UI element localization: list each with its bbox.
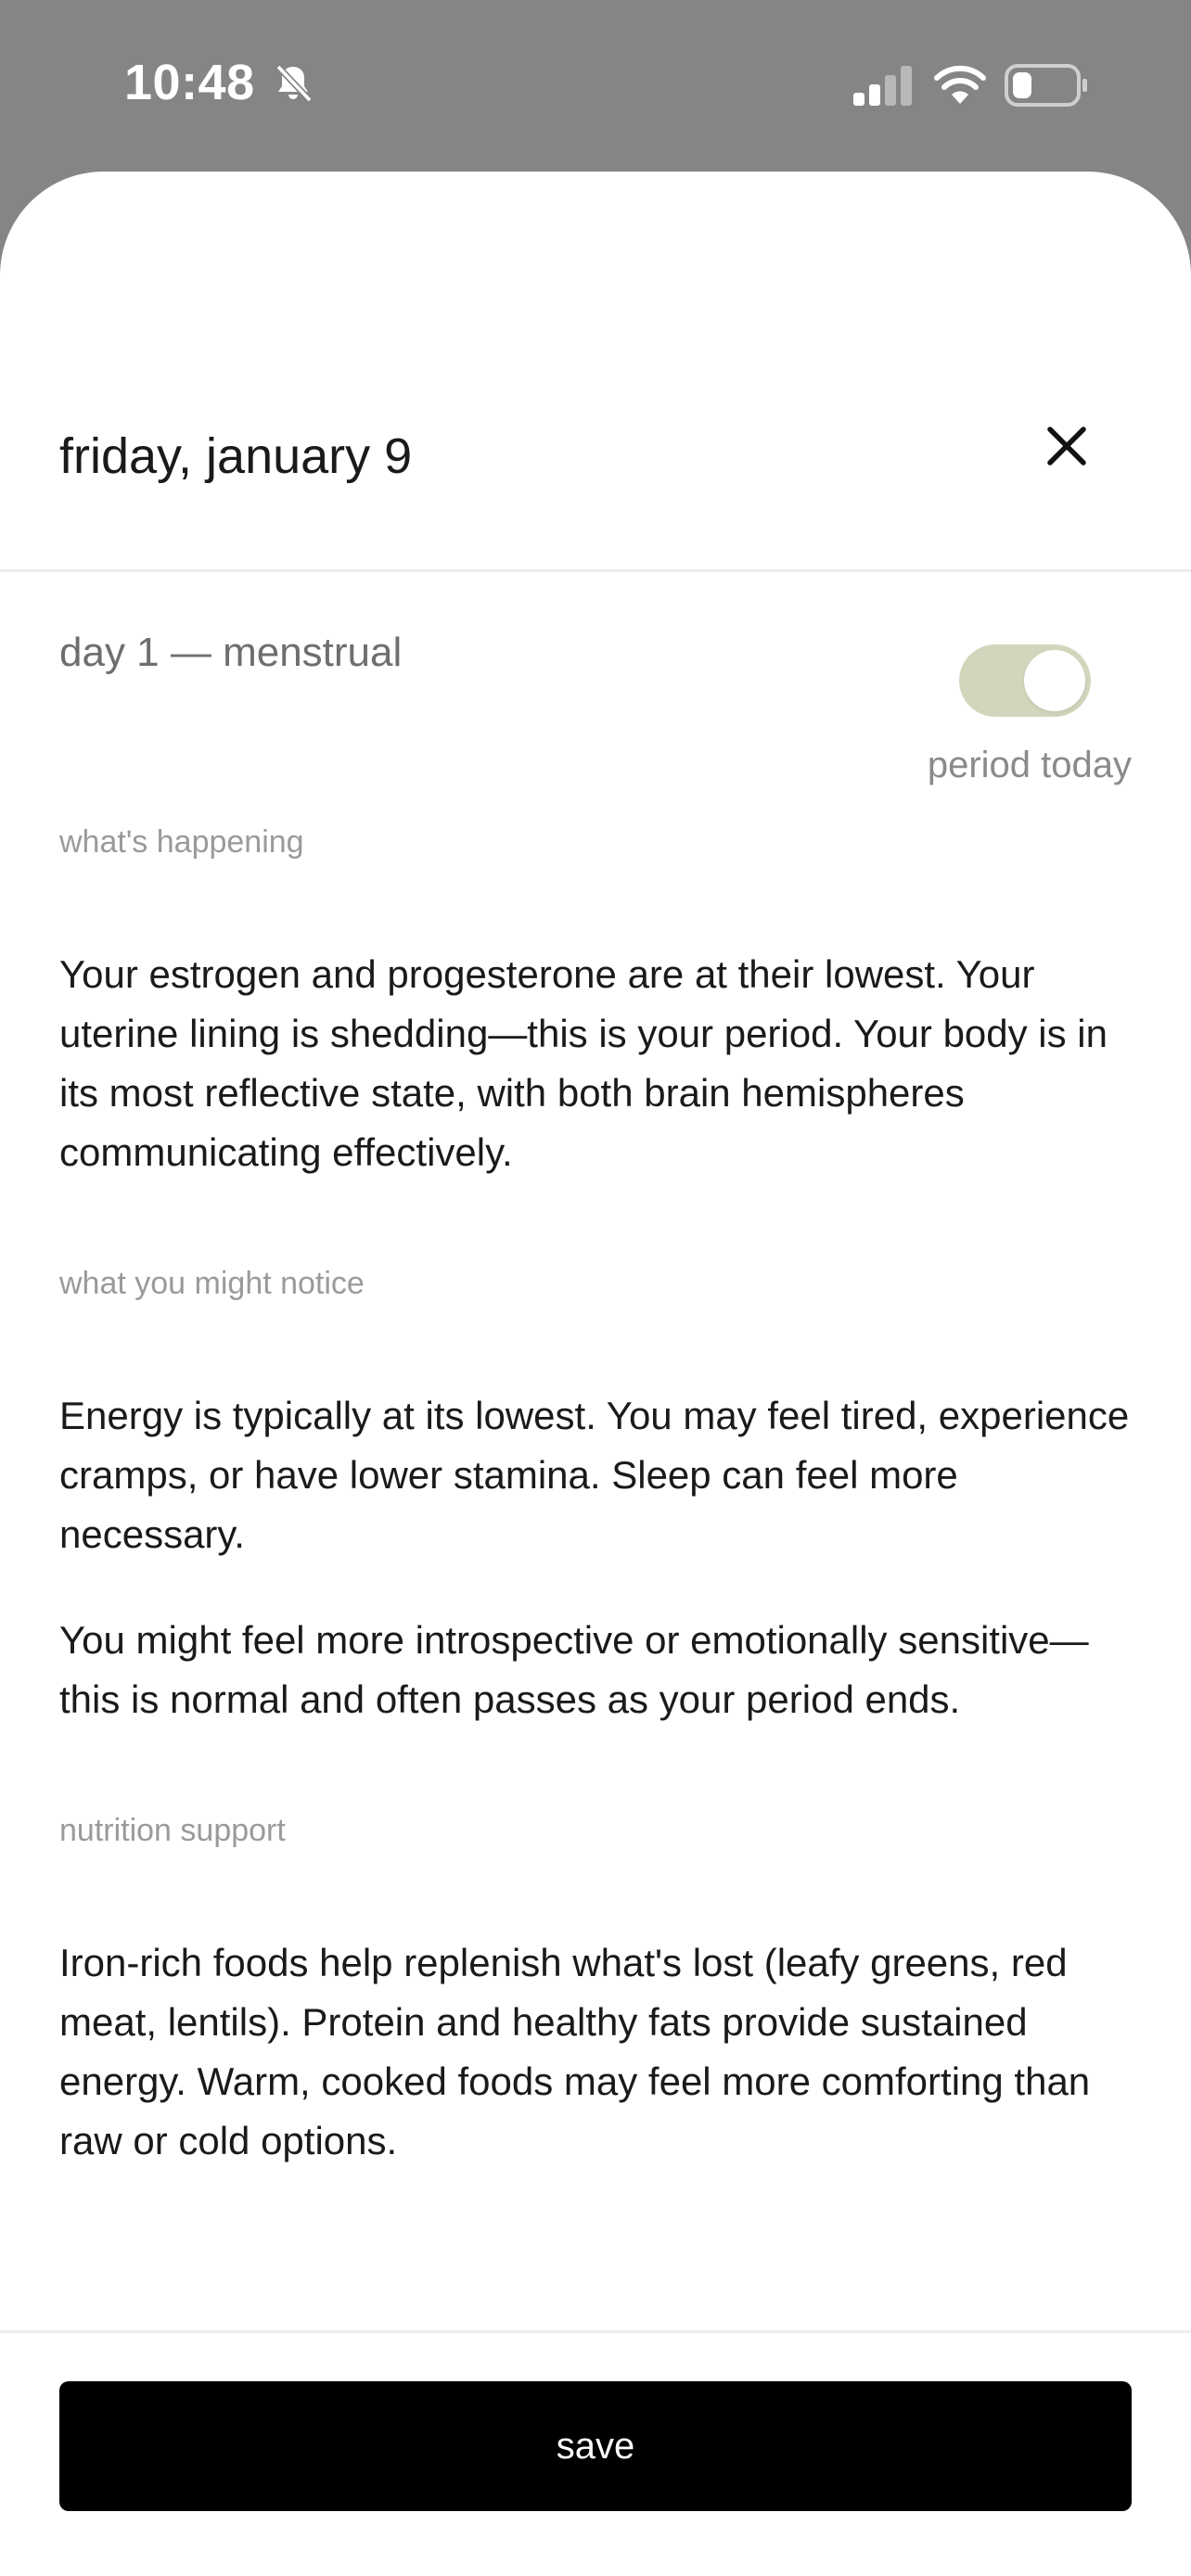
section-label-whats-happening: what's happening [59, 824, 304, 860]
footer [0, 2330, 1191, 2576]
scroll-content[interactable] [0, 572, 1191, 2330]
battery-icon [1004, 63, 1089, 108]
sheet-header [0, 172, 1191, 572]
section-paragraph: Energy is typically at its lowest. You may feel tired, experience cramps, or have lower stamina. Sleep can feel more necessary. [59, 1394, 1130, 1556]
section-paragraph: Your estrogen and progesterone are at their lowest. Your uterine lining is shedding—this is your period. Your body is in its most reflective state, with both brain hemispheres communicating effectively. [59, 952, 1108, 1174]
status-bar [0, 0, 1191, 172]
save-button[interactable]: save [59, 2381, 1132, 2511]
close-icon [1044, 424, 1089, 468]
cellular-signal-icon [852, 65, 915, 108]
wifi-icon [933, 63, 987, 106]
toggle-knob [1024, 650, 1085, 711]
section-label-nutrition-support: nutrition support [59, 1813, 286, 1848]
section-paragraph: You might feel more introspective or emotionally sensitive—this is normal and often passes as your period ends. [59, 1618, 1089, 1721]
day-detail-sheet [0, 172, 1191, 2576]
status-time: 10:48 [124, 55, 255, 110]
bell-slash-icon [271, 61, 315, 106]
close-button[interactable] [1037, 416, 1096, 476]
section-paragraph: Iron-rich foods help replenish what's lost (leafy greens, red meat, lentils). Protein and healthy fats provide sustained energy. Warm, cooked foods may feel more comforting than raw or cold options. [59, 1941, 1091, 2162]
date-title: friday, january 9 [59, 428, 413, 484]
period-today-caption: period today [927, 745, 1132, 785]
period-today-toggle[interactable] [959, 644, 1091, 717]
cycle-phase-label: day 1 — menstrual [59, 630, 403, 675]
section-label-what-you-might-notice: what you might notice [59, 1266, 365, 1301]
